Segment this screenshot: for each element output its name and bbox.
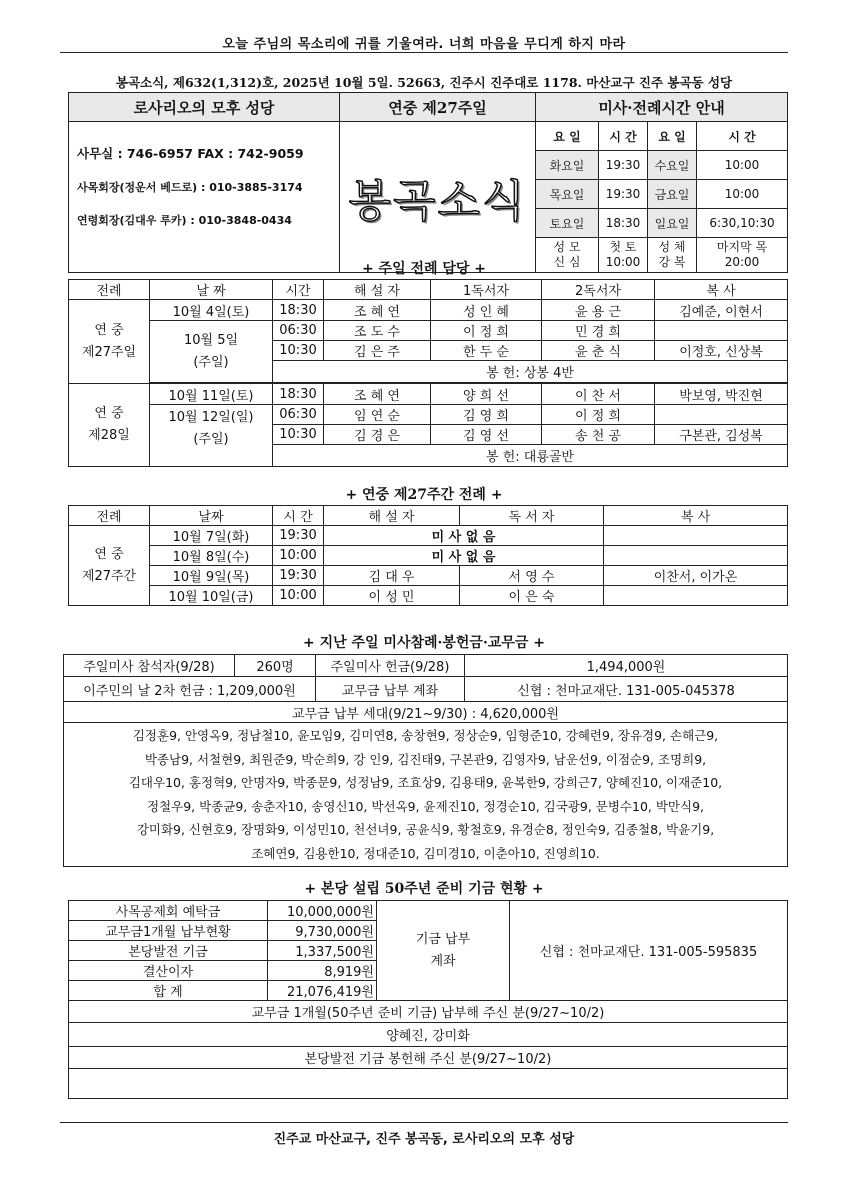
altar-servers bbox=[655, 321, 788, 341]
col-date: 날 짜 bbox=[150, 280, 273, 300]
liturgical-week: 연중 제27주일 bbox=[340, 93, 536, 122]
first-saturday-time: 10:00 bbox=[605, 254, 641, 269]
mass-times-title: 미사·전례시간 안내 bbox=[536, 93, 788, 122]
fund-account-label1: 기금 납부 bbox=[415, 931, 471, 947]
fund-item-value: 10,000,000원 bbox=[268, 901, 377, 921]
commentator: 김 대 우 bbox=[324, 566, 460, 586]
mass-col-day1: 요 일 bbox=[536, 122, 599, 151]
time: 10:30 bbox=[273, 425, 324, 445]
mass-time: 10:00 bbox=[697, 151, 788, 180]
header-table bbox=[68, 92, 788, 273]
reader2: 이 정 희 bbox=[542, 405, 655, 425]
attendance-value: 260명 bbox=[235, 655, 316, 677]
contributor-names bbox=[64, 723, 788, 867]
footer: 진주교 마산교구, 진주 봉곡동, 로사리오의 모후 성당 bbox=[273, 1132, 575, 1147]
reader2: 윤 춘 식 bbox=[542, 341, 655, 361]
fund-item-value: 9,730,000원 bbox=[268, 921, 377, 941]
reader: 이 은 숙 bbox=[460, 586, 604, 606]
week1-label1: 연 중 bbox=[94, 322, 124, 338]
week2-sun-date2: (주일) bbox=[193, 432, 229, 447]
commentator: 임 연 순 bbox=[324, 405, 431, 425]
week2-label bbox=[69, 384, 150, 467]
reader2: 민 경 희 bbox=[542, 321, 655, 341]
week2-sun-date bbox=[150, 405, 273, 467]
collection-label: 주일미사 헌금(9/28) bbox=[316, 655, 465, 677]
weekday-date: 10월 9일(목) bbox=[150, 566, 273, 586]
week1-sun-date bbox=[150, 321, 273, 383]
no-mass-note: 미 사 없 음 bbox=[324, 526, 604, 546]
names-line: 박종남9, 서철현9, 최원준9, 박순희9, 강 인9, 김진태9, 구본관9, 김영자9, 남운선9, 이점순9, 조명희9, bbox=[144, 751, 707, 767]
first-saturday-label: 첫 토 bbox=[609, 239, 637, 254]
offerings-title: + 지난 주일 미사참례·봉헌금·교무금 + bbox=[302, 635, 546, 651]
reader1: 한 두 순 bbox=[431, 341, 542, 361]
week1-sun-date2: (주일) bbox=[193, 354, 229, 370]
mass-day: 목요일 bbox=[536, 180, 599, 209]
mass-day: 금요일 bbox=[648, 180, 697, 209]
col-altar-server: 복 사 bbox=[655, 280, 788, 300]
mass-day: 토요일 bbox=[536, 209, 599, 238]
col-liturgy: 전례 bbox=[69, 280, 150, 300]
col-reader1: 1독서자 bbox=[431, 280, 542, 300]
commentator: 조 혜 연 bbox=[324, 384, 431, 405]
commentator: 이 성 민 bbox=[324, 586, 460, 606]
bonggok-logo: 봉곡소식 bbox=[348, 175, 527, 227]
no-mass-note: 미 사 없 음 bbox=[324, 546, 604, 566]
pastoral-chair: 사목회장(정운서 베드로) : 010-3885-3174 bbox=[77, 181, 303, 194]
weekday-label bbox=[69, 526, 150, 606]
fund-account-label bbox=[377, 901, 510, 1001]
last-thursday-label: 마지막 목 bbox=[716, 239, 768, 254]
weekday-time: 19:30 bbox=[273, 526, 324, 546]
attendance-label: 주일미사 참석자(9/28) bbox=[64, 655, 235, 677]
mass-time: 6:30,10:30 bbox=[697, 209, 788, 238]
weekday-label1: 연 중 bbox=[94, 546, 124, 562]
weekday-time: 19:30 bbox=[273, 566, 324, 586]
time: 10:30 bbox=[273, 341, 324, 361]
reader1: 이 정 희 bbox=[431, 321, 542, 341]
altar-servers: 구본관, 김성복 bbox=[655, 425, 788, 445]
altar-servers bbox=[655, 405, 788, 425]
fund-total-label: 합 계 bbox=[69, 981, 268, 1001]
marian-devotion-label2: 신 심 bbox=[553, 254, 581, 269]
fund-dues-donors: 양혜진, 강미화 bbox=[69, 1023, 788, 1047]
fund-total-value: 21,076,419원 bbox=[268, 981, 377, 1001]
dues-account-label: 교무금 납부 계좌 bbox=[316, 677, 465, 702]
fund-item-label: 결산이자 bbox=[69, 961, 268, 981]
mass-time: 18:30 bbox=[599, 209, 648, 238]
week2-offering: 봉 헌: 대룡골반 bbox=[273, 445, 788, 467]
week2-sat-date: 10월 11일(토) bbox=[150, 384, 273, 405]
weekday-date: 10월 7일(화) bbox=[150, 526, 273, 546]
col-altar-server: 복 사 bbox=[604, 506, 788, 526]
commentator: 조 도 수 bbox=[324, 321, 431, 341]
col-time: 시간 bbox=[273, 280, 324, 300]
fund-development-donors-title: 본당발전 기금 봉헌해 주신 분(9/27~10/2) bbox=[69, 1047, 788, 1069]
parish-name: 로사리오의 모후 성당 bbox=[69, 93, 340, 122]
time: 18:30 bbox=[273, 300, 324, 321]
time: 18:30 bbox=[273, 384, 324, 405]
col-time: 시 간 bbox=[273, 506, 324, 526]
logo-cell bbox=[340, 122, 536, 273]
reader: 서 영 수 bbox=[460, 566, 604, 586]
mass-day: 일요일 bbox=[648, 209, 697, 238]
fund-dues-donors-title: 교무금 1개월(50주년 준비 기금) 납부해 주신 분(9/27~10/2) bbox=[69, 1001, 788, 1023]
fund-title: + 본당 설립 50주년 준비 기금 현황 + bbox=[304, 881, 544, 897]
mass-day: 화요일 bbox=[536, 151, 599, 180]
col-date: 날짜 bbox=[150, 506, 273, 526]
mass-schedule-table bbox=[536, 122, 787, 272]
reader2: 윤 용 근 bbox=[542, 300, 655, 321]
week2-sun-date1: 10월 12일(일) bbox=[168, 410, 254, 425]
weekday-date: 10월 8일(수) bbox=[150, 546, 273, 566]
col-reader2: 2독서자 bbox=[542, 280, 655, 300]
collection-value: 1,494,000원 bbox=[465, 655, 788, 677]
altar-servers bbox=[604, 526, 788, 546]
weekday-time: 10:00 bbox=[273, 546, 324, 566]
benediction-label: 성 체 bbox=[658, 239, 686, 254]
elder-chair: 연령회장(김대우 루카) : 010-3848-0434 bbox=[77, 214, 292, 227]
altar-servers: 이정호, 신상복 bbox=[655, 341, 788, 361]
office-phone: 사무실 : 746-6957 FAX : 742-9059 bbox=[77, 146, 304, 161]
week2-label2: 제28일 bbox=[88, 428, 130, 443]
reader1: 양 희 선 bbox=[431, 384, 542, 405]
fund-item-value: 8,919원 bbox=[268, 961, 377, 981]
sunday-liturgy-table bbox=[68, 279, 788, 467]
col-commentator: 해 설 자 bbox=[324, 506, 460, 526]
weekday-liturgy-title: + 연중 제27주간 전례 + bbox=[345, 487, 503, 503]
altar-servers: 이찬서, 이가온 bbox=[604, 566, 788, 586]
top-rule bbox=[60, 52, 788, 53]
names-line: 정철우9, 박종균9, 송춘자10, 송영신10, 박선옥9, 윤제진10, 정경순10, 김국광9, 문병수10, 박만식9, bbox=[146, 798, 705, 814]
reader1: 성 인 혜 bbox=[431, 300, 542, 321]
fund-development-donors bbox=[69, 1069, 788, 1099]
fund-item-label: 사목공제회 예탁금 bbox=[69, 901, 268, 921]
motto: 오늘 주님의 목소리에 귀를 기울여라. 너희 마음을 무디게 하지 마라 bbox=[222, 37, 626, 52]
reader2: 이 찬 서 bbox=[542, 384, 655, 405]
week2-label1: 연 중 bbox=[94, 406, 124, 421]
marian-devotion-label: 성 모 bbox=[553, 239, 581, 254]
mass-col-day2: 요 일 bbox=[648, 122, 697, 151]
names-line: 김대우10, 홍정혁9, 안명자9, 박종문9, 성정남9, 조효상9, 김용태9, 윤복한9, 강희근7, 양혜진10, 이재준10, bbox=[128, 775, 723, 790]
time: 06:30 bbox=[273, 321, 324, 341]
week1-offering: 봉 헌: 상봉 4반 bbox=[273, 361, 788, 383]
fund-account-label2: 계좌 bbox=[430, 953, 456, 969]
fund-table bbox=[68, 900, 788, 1099]
mass-time: 10:00 bbox=[697, 180, 788, 209]
weekday-date: 10월 10일(금) bbox=[150, 586, 273, 606]
reader2: 송 천 공 bbox=[542, 425, 655, 445]
offerings-table bbox=[63, 654, 788, 867]
fund-item-value: 1,337,500원 bbox=[268, 941, 377, 961]
week1-sat-date: 10월 4일(토) bbox=[150, 300, 273, 321]
commentator: 조 혜 연 bbox=[324, 300, 431, 321]
benediction-label2: 강 복 bbox=[658, 254, 686, 269]
col-commentator: 해 설 자 bbox=[324, 280, 431, 300]
altar-servers bbox=[604, 586, 788, 606]
week1-sun-date1: 10월 5일 bbox=[183, 332, 239, 348]
names-line: 조혜연9, 김용한10, 정대준10, 김미경10, 이춘아10, 진영희10. bbox=[251, 845, 600, 861]
commentator: 김 경 은 bbox=[324, 425, 431, 445]
mass-col-time1: 시 간 bbox=[599, 122, 648, 151]
mass-time: 19:30 bbox=[599, 180, 648, 209]
col-liturgy: 전례 bbox=[69, 506, 150, 526]
weekday-liturgy-table bbox=[68, 505, 788, 606]
altar-servers: 김예준, 이현서 bbox=[655, 300, 788, 321]
mass-day: 수요일 bbox=[648, 151, 697, 180]
dues-households: 교무금 납부 세대(9/21~9/30) : 4,620,000원 bbox=[64, 702, 788, 723]
names-line: 강미화9, 신현호9, 장명화9, 이성민10, 천선녀9, 공윤식9, 황철호9, 유경순8, 정인숙9, 김종철8, 박윤기9, bbox=[136, 822, 715, 837]
fund-account-value: 신협 : 천마교재단. 131-005-595835 bbox=[510, 901, 788, 1001]
fund-item-label: 본당발전 기금 bbox=[69, 941, 268, 961]
names-line: 김정훈9, 안영옥9, 정남철10, 윤모임9, 김미연8, 송창현9, 정상순9, 임형준10, 강혜련9, 장유경9, 손해근9, bbox=[132, 728, 719, 743]
reader1: 김 영 선 bbox=[431, 425, 542, 445]
dues-account-value: 신협 : 천마교재단. 131-005-045378 bbox=[465, 677, 788, 702]
publication-info: 봉곡소식, 제632(1,312)호, 2025년 10월 5일. 52663, 진주시 진주대로 1178. 마산교구 진주 봉곡동 성당 bbox=[115, 75, 733, 90]
contact-cell bbox=[69, 122, 340, 273]
col-reader: 독 서 자 bbox=[460, 506, 604, 526]
mass-time: 19:30 bbox=[599, 151, 648, 180]
altar-servers: 박보영, 박진현 bbox=[655, 384, 788, 405]
week1-label bbox=[69, 300, 150, 384]
reader1: 김 영 희 bbox=[431, 405, 542, 425]
week1-label2: 제27주일 bbox=[81, 344, 137, 360]
migrant-collection: 이주민의 날 2차 헌금 : 1,209,000원 bbox=[64, 677, 316, 702]
weekday-label2: 제27주간 bbox=[81, 568, 137, 584]
fund-item-label: 교무금1개월 납부현황 bbox=[69, 921, 268, 941]
mass-col-time2: 시 간 bbox=[697, 122, 788, 151]
weekday-time: 10:00 bbox=[273, 586, 324, 606]
bottom-rule bbox=[60, 1122, 788, 1123]
mass-schedule-cell bbox=[536, 122, 788, 273]
altar-servers bbox=[604, 546, 788, 566]
last-thursday-time: 20:00 bbox=[724, 254, 760, 269]
commentator: 김 은 주 bbox=[324, 341, 431, 361]
time: 06:30 bbox=[273, 405, 324, 425]
sunday-liturgy-title: + 주일 전례 담당 + bbox=[361, 261, 487, 277]
